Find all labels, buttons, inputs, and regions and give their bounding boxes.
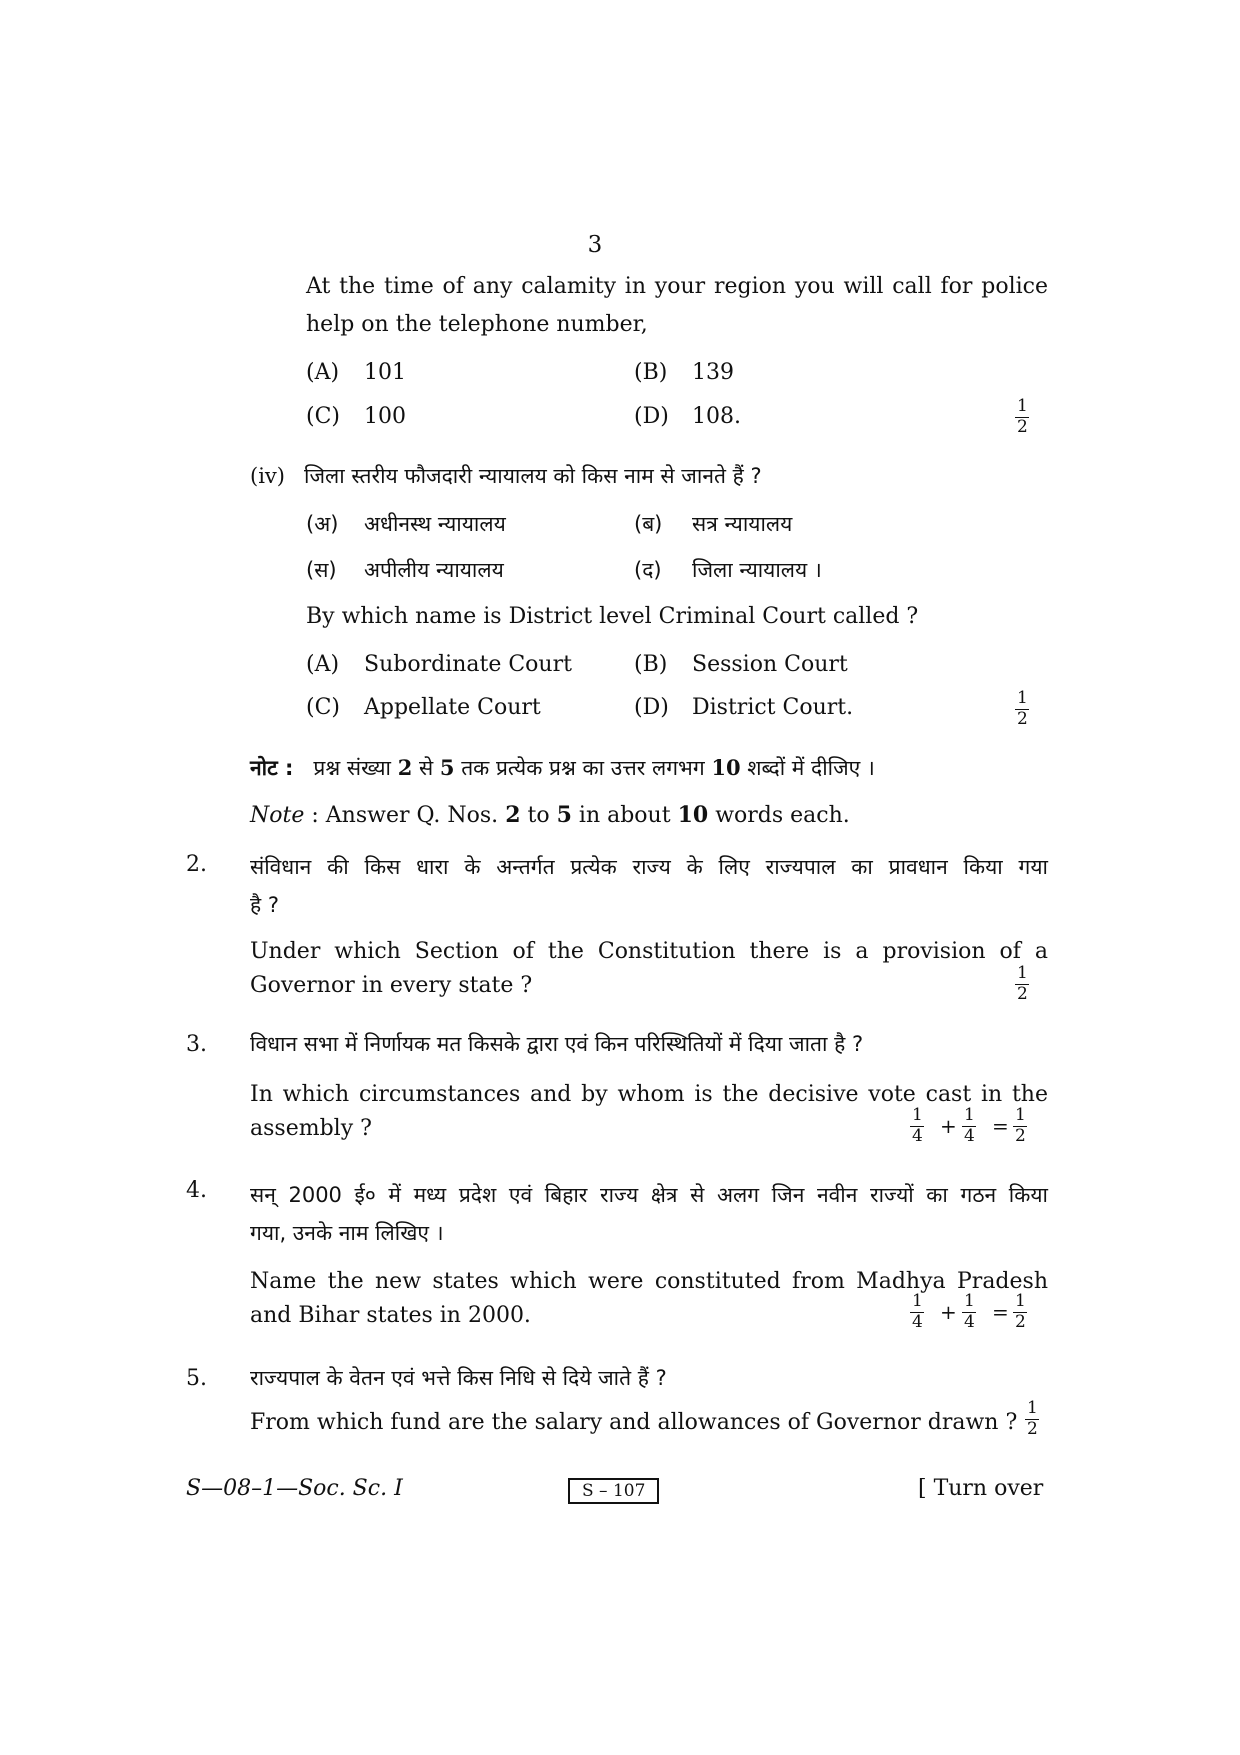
option-text: अपीलीय न्यायालय (364, 558, 504, 582)
q3-marks-plus: + (940, 1114, 957, 1138)
note-hi-number: 10 (711, 755, 741, 780)
q5-question-en: From which fund are the salary and allowances of Governor drawn ? (250, 1410, 1018, 1435)
q4-marks-equals: = (992, 1300, 1009, 1324)
q1-iv-option-hi-d (634, 556, 822, 584)
q4-en-line1: Name the new states which were constituted from Madhya Pradesh (250, 1269, 1048, 1294)
q1-iv-marks (1015, 690, 1030, 728)
note-hi-number: 5 (439, 755, 455, 780)
option-label: (B) (634, 360, 668, 385)
fraction-denominator: 2 (1027, 1419, 1038, 1439)
note-en-number: 10 (677, 802, 709, 828)
q1-iii-option-d (634, 404, 741, 429)
fraction-denominator: 4 (912, 1312, 923, 1332)
q3-marks-quarter-b (962, 1107, 977, 1145)
fraction-numerator: 1 (1015, 1105, 1026, 1125)
note-en-text: words each. (715, 803, 850, 828)
q1-iii-line2: help on the telephone number, (306, 312, 648, 337)
note-hi-text: तक प्रत्येक प्रश्न का उत्तर लगभग (461, 756, 705, 780)
q4-marks-half (1013, 1293, 1028, 1331)
note-en-text: in about (578, 803, 671, 828)
option-text: 139 (692, 360, 734, 385)
option-label: (A) (306, 652, 340, 677)
q1-iv-option-hi-a (306, 510, 506, 538)
q2-marks (1015, 965, 1030, 1003)
q1-iv-question-hi (250, 462, 762, 490)
q2-number: 2. (186, 852, 207, 877)
note-hi-number: 2 (397, 755, 413, 780)
option-label: (C) (306, 695, 340, 720)
q4-number: 4. (186, 1178, 207, 1203)
fraction-numerator: 1 (912, 1105, 923, 1125)
note-hi (250, 754, 875, 782)
q2-hi-line2: है ? (250, 893, 279, 917)
q1-iii-question-en (306, 268, 1048, 344)
q4-marks-plus: + (940, 1300, 957, 1324)
fraction-numerator: 1 (964, 1291, 975, 1311)
q4-hi-line2: गया, उनके नाम लिखिए । (250, 1221, 444, 1245)
q2-question-hi (250, 848, 1048, 924)
note-en-text: : Answer Q. Nos. (311, 803, 499, 828)
q3-number: 3. (186, 1032, 207, 1057)
q1-iv-question-en: By which name is District level Criminal Court called ? (306, 604, 919, 629)
note-hi-text: शब्दों में दीजिए । (747, 756, 875, 780)
q2-en-line2: Governor in every state ? (250, 973, 533, 998)
note-en (250, 802, 850, 828)
footer-paper-code: S—08–1—Soc. Sc. I (186, 1476, 403, 1501)
fraction-numerator: 1 (912, 1291, 923, 1311)
q1-iii-option-a (306, 360, 406, 385)
footer-series-box: S – 107 (568, 1478, 659, 1504)
fraction-numerator: 1 (964, 1105, 975, 1125)
option-label: (B) (634, 652, 668, 677)
q1-iii-option-c (306, 404, 406, 429)
note-en-number: 5 (556, 802, 572, 828)
q3-marks-equals: = (992, 1114, 1009, 1138)
fraction-denominator: 4 (964, 1312, 975, 1332)
q3-question-en (250, 1078, 1048, 1146)
option-label: (D) (634, 695, 669, 720)
q1-iii-marks (1015, 398, 1030, 436)
q1-iv-option-en-a (306, 652, 572, 677)
fraction-numerator: 1 (1017, 963, 1028, 983)
q4-marks-quarter-a (910, 1293, 925, 1331)
q1-iv-option-hi-b (634, 510, 792, 538)
fraction-denominator: 2 (1017, 709, 1028, 729)
note-en-text: to (527, 803, 550, 828)
option-text: Session Court (692, 652, 848, 677)
q1-iv-option-hi-c (306, 556, 504, 584)
option-text: सत्र न्यायालय (692, 512, 793, 536)
q4-marks-quarter-b (962, 1293, 977, 1331)
page-number: 3 (587, 232, 603, 258)
q5-question-hi: राज्यपाल के वेतन एवं भत्ते किस निधि से दिये जाते हैं ? (250, 1366, 667, 1390)
option-text: Subordinate Court (364, 652, 572, 677)
q3-question-hi: विधान सभा में निर्णायक मत किसके द्वारा एवं किन परिस्थितियों में दिया जाता है ? (250, 1032, 864, 1056)
fraction-denominator: 2 (1017, 984, 1028, 1004)
q4-question-hi (250, 1176, 1048, 1252)
q2-hi-line1: संविधान की किस धारा के अन्तर्गत प्रत्येक राज्य के लिए राज्यपाल का प्रावधान किया गया (250, 855, 1048, 879)
note-en-number: 2 (505, 802, 521, 828)
q1-iv-option-en-c (306, 695, 541, 720)
note-hi-label: नोट : (250, 756, 294, 780)
option-text: जिला न्यायालय । (692, 558, 822, 582)
fraction-numerator: 1 (1027, 1398, 1038, 1418)
fraction-denominator: 2 (1017, 417, 1028, 437)
q5-number: 5. (186, 1366, 207, 1391)
option-label: (स) (306, 558, 337, 582)
fraction-denominator: 4 (964, 1126, 975, 1146)
fraction-denominator: 2 (1015, 1126, 1026, 1146)
q1-iii-option-b (634, 360, 734, 385)
q2-en-line1: Under which Section of the Constitution there is a provision of a (250, 939, 1048, 964)
footer-turn-over: [ Turn over (918, 1476, 1044, 1501)
q3-en-line1: In which circumstances and by whom is the decisive vote cast in the (250, 1082, 1048, 1107)
option-text: 101 (364, 360, 406, 385)
q4-question-en (250, 1265, 1048, 1333)
q1-iv-text-hi: जिला स्तरीय फौजदारी न्यायालय को किस नाम से जानते हैं ? (304, 464, 762, 488)
option-text: 100 (364, 404, 406, 429)
q2-question-en (250, 935, 1048, 1003)
fraction-denominator: 2 (1015, 1312, 1026, 1332)
option-text: अधीनस्थ न्यायालय (364, 512, 506, 536)
fraction-numerator: 1 (1017, 688, 1028, 708)
q3-marks-quarter-a (910, 1107, 925, 1145)
q1-iii-line1: At the time of any calamity in your region you will call for police (306, 274, 1048, 299)
option-label: (A) (306, 360, 340, 385)
fraction-numerator: 1 (1017, 396, 1028, 416)
option-label: (अ) (306, 512, 339, 536)
q4-en-line2: and Bihar states in 2000. (250, 1303, 531, 1328)
fraction-denominator: 4 (912, 1126, 923, 1146)
fraction-numerator: 1 (1015, 1291, 1026, 1311)
option-label: (D) (634, 404, 669, 429)
option-label: (द) (634, 558, 662, 582)
note-hi-text: प्रश्न संख्या (313, 756, 391, 780)
q4-hi-line1: सन् 2000 ई० में मध्य प्रदेश एवं बिहार राज्य क्षेत्र से अलग जिन नवीन राज्यों का गठन किया (250, 1183, 1048, 1207)
option-text: 108. (692, 404, 741, 429)
note-en-label: Note (250, 803, 305, 828)
option-label: (ब) (634, 512, 663, 536)
q3-marks-half (1013, 1107, 1028, 1145)
option-text: Appellate Court (364, 695, 541, 720)
q3-en-line2: assembly ? (250, 1116, 372, 1141)
note-hi-text: से (419, 756, 434, 780)
q1-iv-option-en-b (634, 652, 848, 677)
q1-iv-option-en-d (634, 695, 853, 720)
q1-iv-number: (iv) (250, 464, 285, 488)
option-text: District Court. (692, 695, 854, 720)
option-label: (C) (306, 404, 340, 429)
q5-marks (1025, 1400, 1040, 1438)
